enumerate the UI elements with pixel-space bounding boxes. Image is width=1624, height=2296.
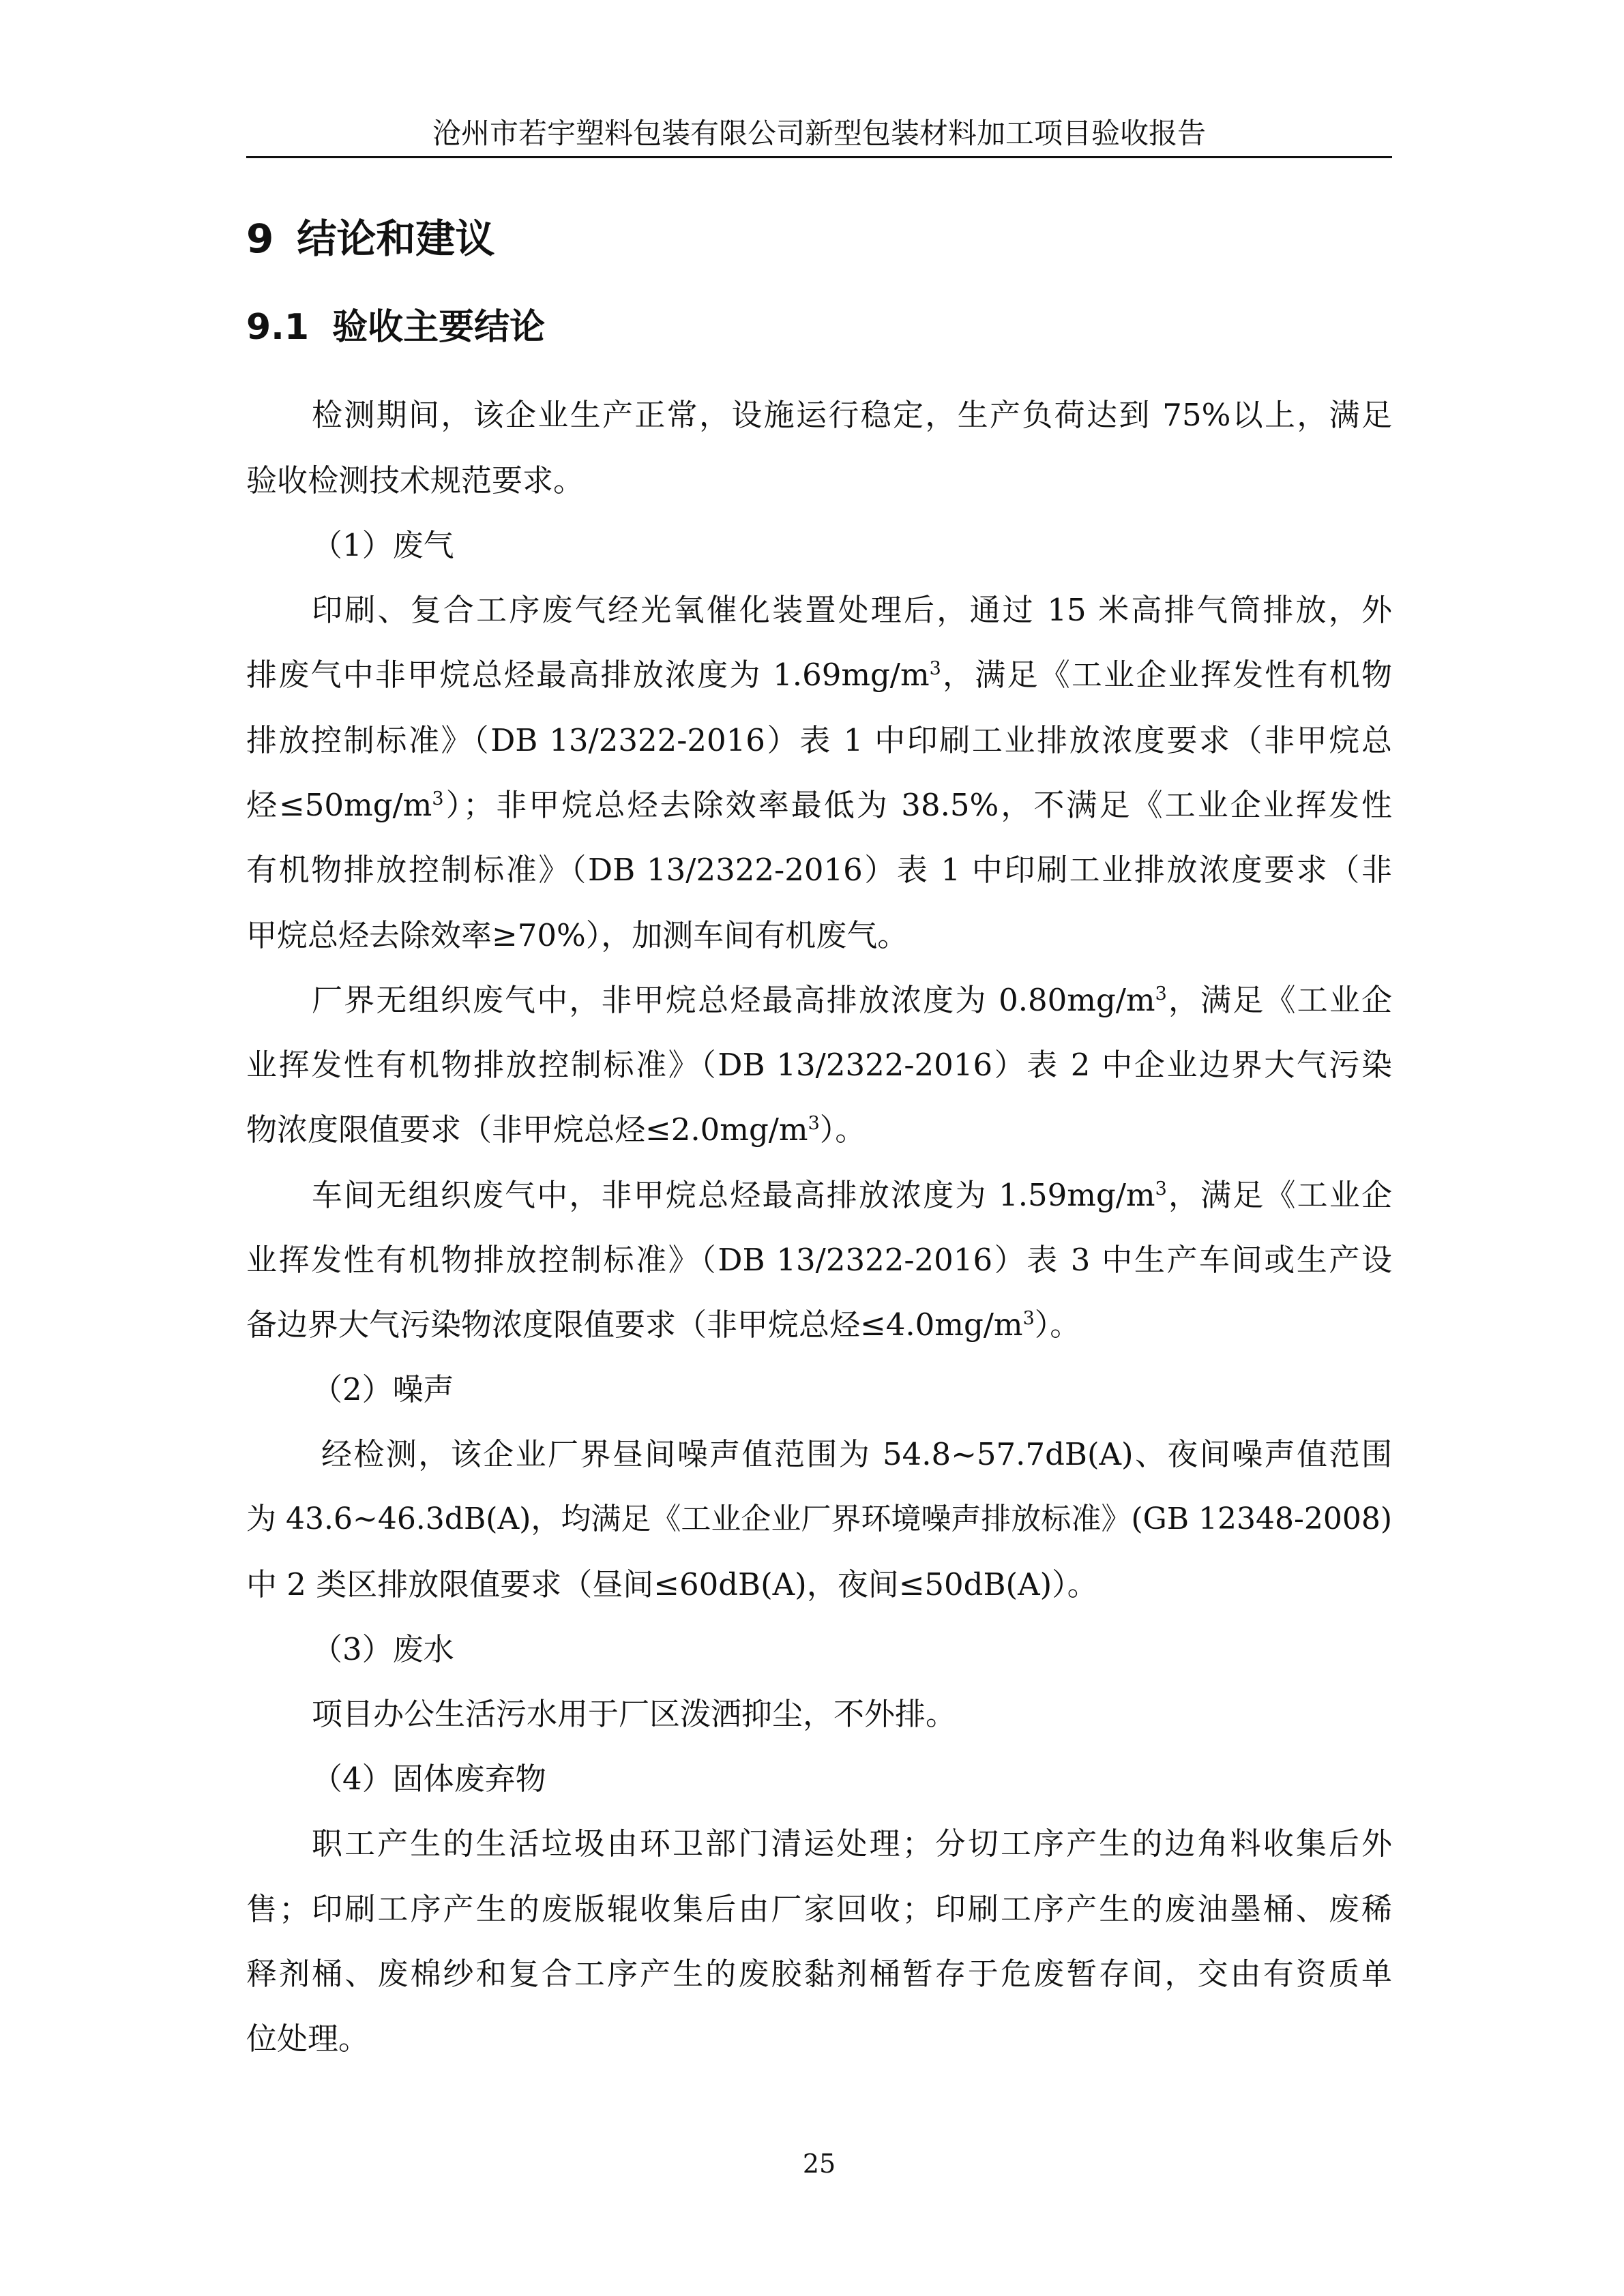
line-text: 备边界大气污染物浓度限值要求（非甲烷总烃≤4.0mg/m: [246, 1307, 1023, 1343]
line-text: 排废气中非甲烷总烃最高排放浓度为 1.69mg/m: [246, 657, 930, 693]
line-text-continued: ）。: [819, 1112, 866, 1148]
text-line: [246, 1952, 1392, 1996]
section-title: 结论和建议: [297, 215, 495, 262]
page-number: 25: [802, 2149, 836, 2179]
line-text: 烃≤50mg/m: [246, 787, 432, 823]
line-text-continued: ）。: [1034, 1307, 1081, 1343]
line-text-continued: ，满足《工业企: [1166, 982, 1392, 1018]
superscript: 3: [432, 788, 444, 809]
text-line: [312, 588, 1392, 632]
text-line: [312, 524, 454, 567]
line-text: 业挥发性有机物排放控制标准》（DB 13/2322-2016）表 3 中生产车间或生产设: [246, 1242, 1392, 1278]
line-text: 为 43.6~46.3dB(A)，均满足《工业企业厂界环境噪声排放标准》(GB 12348-2008): [246, 1502, 1393, 1536]
line-text: 验收检测技术规范要求。: [246, 462, 585, 498]
section-heading: [246, 211, 1392, 266]
header-divider: [246, 156, 1392, 158]
line-text: （4）固体废弃物: [312, 1761, 546, 1797]
text-line: [246, 1238, 1392, 1282]
text-line: [312, 393, 1392, 437]
line-text: 印刷、复合工序废气经光氧催化装置处理后，通过 15 米高排气筒排放，外: [312, 592, 1392, 628]
line-text: 厂界无组织废气中，非甲烷总烃最高排放浓度为 0.80mg/m: [312, 982, 1155, 1018]
text-line: [246, 1497, 1392, 1541]
line-text: 中 2 类区排放限值要求（昼间≤60dB(A)，夜间≤50dB(A)）。: [246, 1566, 1098, 1602]
text-line: [246, 1303, 1080, 1347]
text-line: [246, 784, 1392, 827]
line-text: 甲烷总烃去除效率≥70%），加测车间有机废气。: [246, 917, 909, 953]
superscript: 3: [929, 658, 941, 679]
superscript: 3: [1155, 983, 1167, 1004]
text-line: [246, 1108, 866, 1152]
text-line: [246, 653, 1392, 697]
text-line: [312, 1757, 546, 1801]
line-text: 物浓度限值要求（非甲烷总烃≤2.0mg/m: [246, 1112, 808, 1148]
text-line: [246, 2017, 369, 2061]
subsection-heading: [246, 300, 1392, 355]
line-text-continued: ）；非甲烷总烃去除效率最低为 38.5%，不满足《工业企业挥发性: [443, 787, 1392, 823]
line-text: （1）废气: [312, 527, 454, 563]
line-text: 排放控制标准》（DB 13/2322-2016）表 1 中印刷工业排放浓度要求（非甲烷总: [246, 722, 1392, 758]
text-line: [246, 848, 1392, 892]
line-text: 车间无组织废气中，非甲烷总烃最高排放浓度为 1.59mg/m: [312, 1177, 1155, 1213]
text-line: [312, 1628, 454, 1671]
text-line: [321, 1433, 1392, 1476]
text-line: [246, 1888, 1392, 1931]
subsection-number: 9.1: [246, 307, 310, 348]
text-line: [312, 1693, 956, 1736]
line-text-continued: ，满足《工业企: [1166, 1177, 1392, 1213]
text-line: [246, 1563, 1098, 1607]
line-text: 有机物排放控制标准》（DB 13/2322-2016）表 1 中印刷工业排放浓度要求（非: [246, 852, 1392, 888]
text-line: [246, 1043, 1392, 1087]
text-line: [246, 459, 584, 503]
text-line: [312, 1822, 1392, 1866]
line-text: 释剂桶、废棉纱和复合工序产生的废胶黏剂桶暂存于危废暂存间，交由有资质单: [246, 1956, 1392, 1992]
superscript: 3: [1022, 1308, 1035, 1329]
text-line: [312, 1174, 1392, 1217]
line-text: 职工产生的生活垃圾由环卫部门清运处理；分切工序产生的边角料收集后外: [312, 1825, 1392, 1862]
running-header: 沧州市若宇塑料包装有限公司新型包装材料加工项目验收报告: [432, 117, 1206, 150]
subsection-title: 验收主要结论: [332, 307, 546, 348]
section-number: 9: [246, 215, 274, 262]
line-text: 位处理。: [246, 2021, 370, 2057]
line-text: 售；印刷工序产生的废版辊收集后由厂家回收；印刷工序产生的废油墨桶、废稀: [246, 1891, 1392, 1927]
superscript: 3: [1155, 1178, 1167, 1199]
superscript: 3: [808, 1113, 820, 1134]
line-text: （2）噪声: [312, 1371, 454, 1407]
line-text: 项目办公生活污水用于厂区泼洒抑尘，不外排。: [312, 1696, 957, 1732]
text-line: [312, 979, 1392, 1022]
line-text-continued: ，满足《工业企业挥发性有机物: [941, 657, 1392, 693]
text-line: [246, 719, 1392, 762]
line-text: （3）废水: [312, 1631, 454, 1667]
text-line: [312, 1368, 454, 1412]
line-text: 检测期间，该企业生产正常，设施运行稳定，生产负荷达到 75%以上，满足: [312, 397, 1392, 433]
text-line: [246, 914, 908, 957]
line-text: 经检测，该企业厂界昼间噪声值范围为 54.8~57.7dB(A)、夜间噪声值范围: [321, 1436, 1392, 1472]
line-text: 业挥发性有机物排放控制标准》（DB 13/2322-2016）表 2 中企业边界大气污染: [246, 1047, 1392, 1083]
